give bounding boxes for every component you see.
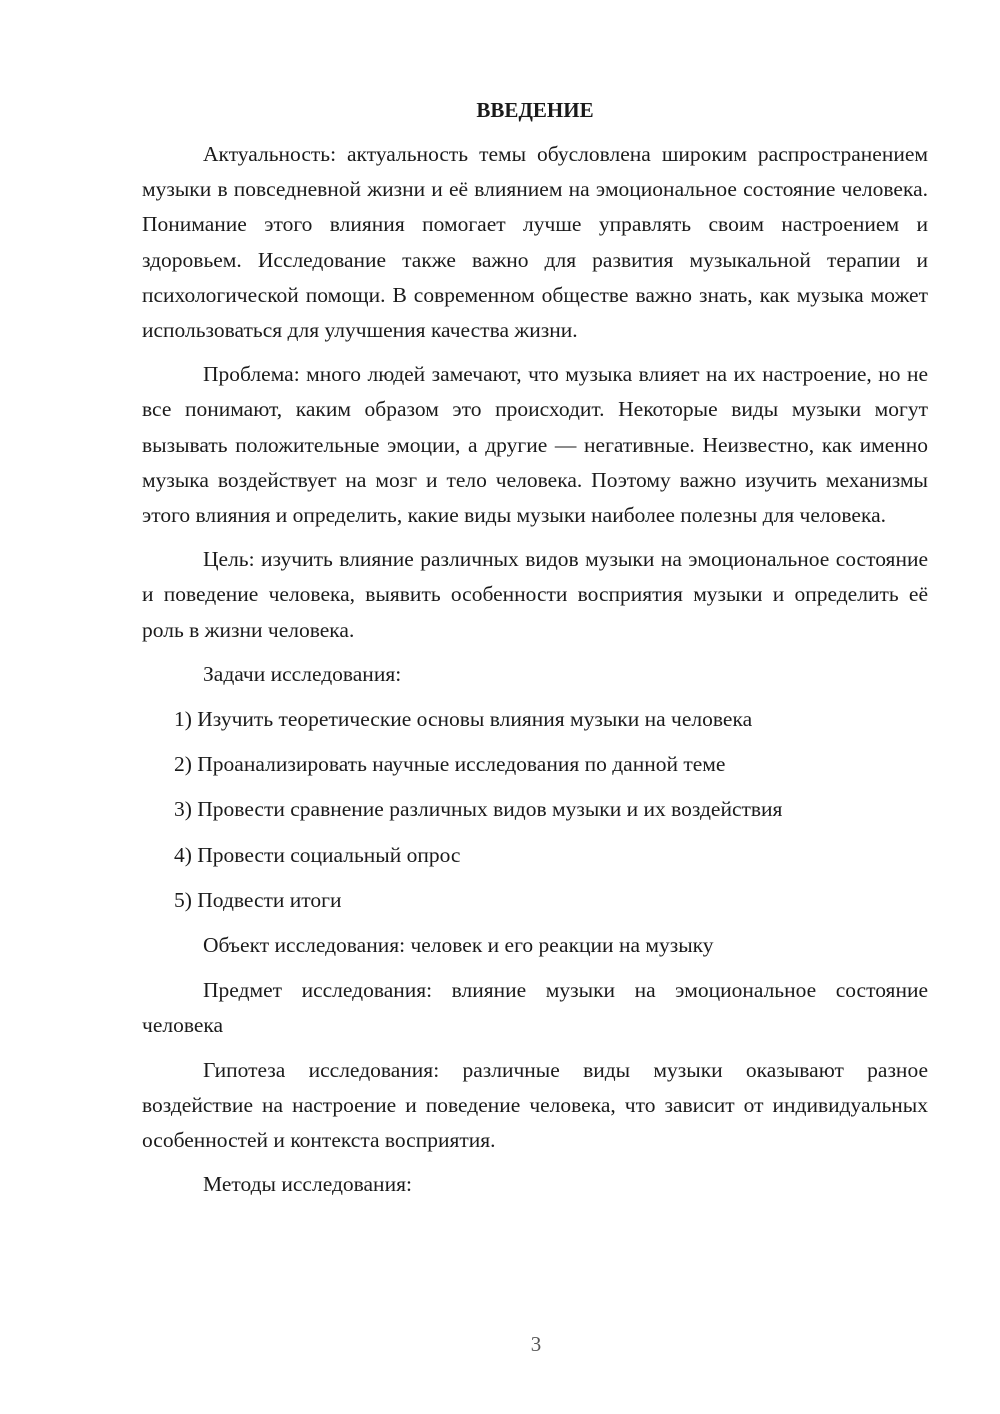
tasks-list [142, 702, 928, 918]
tasks-heading: Задачи исследования: [203, 661, 402, 686]
goal-paragraph: Цель: изучить влияние различных видов музыки на эмоциональное состояние и поведение человека, выявить особенности восприятия музыки и определить её роль в жизни человека. [142, 547, 928, 642]
list-item: 5) Подвести итоги [174, 887, 342, 912]
list-item: 2) Проанализировать научные исследования по данной теме [174, 752, 726, 777]
page-title: ВВЕДЕНИЕ [476, 98, 594, 122]
subject-paragraph: Предмет исследования: влияние музыки на эмоциональное состояние человека [142, 978, 928, 1038]
document-page [142, 92, 928, 1212]
problem-paragraph: Проблема: много людей замечают, что музыка влияет на их настроение, но не все понимают, каким образом это происходит. Некоторые виды музыки могут вызывать положительные эмоции, а другие — негативные. Неизвестно, как именно музыка воздействует на мозг и тело человека. Поэтому важно изучить механизмы этого влияния и определить, какие виды музыки наиболее полезны для человека. [142, 362, 928, 528]
object-paragraph: Объект исследования: человек и его реакции на музыку [203, 933, 714, 958]
methods-heading: Методы исследования: [203, 1172, 412, 1197]
list-item: 1) Изучить теоретические основы влияния музыки на человека [174, 707, 753, 732]
list-item: 4) Провести социальный опрос [174, 842, 461, 867]
relevance-paragraph: Актуальность: актуальность темы обусловлена широким распространением музыки в повседневной жизни и её влиянием на эмоциональное состояние человека. Понимание этого влияния помогает лучше управлять своим настроением и здоровьем. Исследование также важно для развития музыкальной терапии и психологической помощи. В современном обществе важно знать, как музыка может использоваться для улучшения качества жизни. [142, 142, 928, 343]
page-number: 3 [530, 1332, 542, 1356]
hypothesis-paragraph: Гипотеза исследования: различные виды музыки оказывают разное воздействие на настроение и поведение человека, что зависит от индивидуальных особенностей и контекста восприятия. [142, 1057, 928, 1153]
list-item: 3) Провести сравнение различных видов музыки и их воздействия [174, 797, 783, 822]
